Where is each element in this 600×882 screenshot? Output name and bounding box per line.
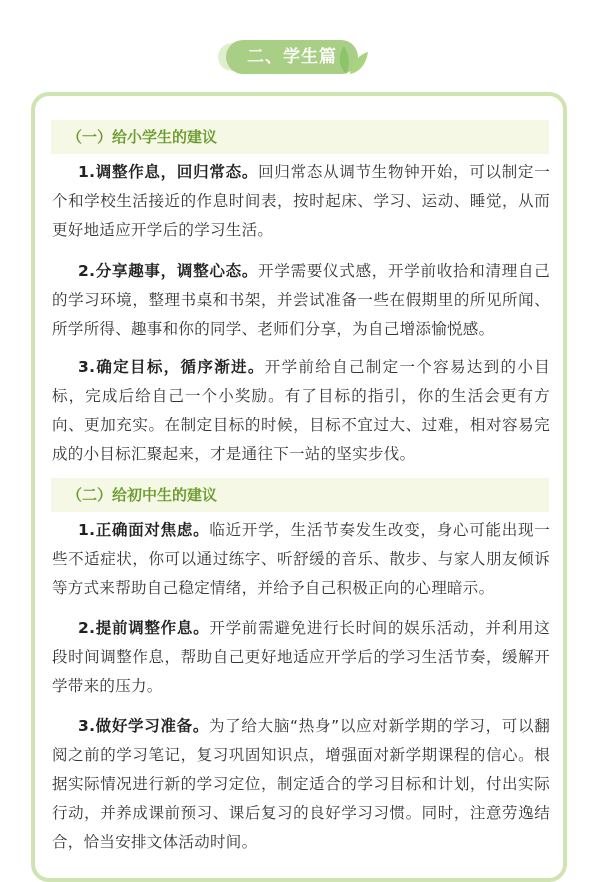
paragraph-primary-1 bbox=[52, 158, 550, 245]
paragraph-lead: 1.正确面对焦虑。 bbox=[78, 521, 210, 539]
paragraph-primary-2 bbox=[52, 257, 550, 344]
paragraph-primary-3 bbox=[52, 353, 550, 469]
paragraph-lead: 2.分享趣事，调整心态。 bbox=[78, 262, 259, 280]
paragraph-lead: 1.调整作息，回归常态。 bbox=[78, 163, 259, 181]
paragraph-lead: 3.确定目标，循序渐进。 bbox=[78, 358, 265, 376]
leaf-icon bbox=[332, 38, 372, 78]
section-heading-primary: （一）给小学生的建议 bbox=[51, 120, 549, 154]
paragraph-lead: 2.提前调整作息。 bbox=[78, 619, 210, 637]
paragraph-junior-3 bbox=[52, 712, 550, 857]
section-heading-junior: （二）给初中生的建议 bbox=[51, 478, 549, 512]
paragraph-lead: 3.做好学习准备。 bbox=[78, 717, 210, 735]
paragraph-junior-2 bbox=[52, 614, 550, 701]
paragraph-text: 开学前给自己制定一个容易达到的小目标，完成后给自己一个小奖励。有了目标的指引，你的生活会更有方向、更加充实。在制定目标的时候，目标不宜过大、过难，相对容易完成的小目标汇聚起来，才是通往下一站的坚实步伐。 bbox=[52, 358, 550, 463]
section-header bbox=[0, 36, 600, 76]
paragraph-text: 为了给大脑“热身”以应对新学期的学习，可以翻阅之前的学习笔记，复习巩固知识点，增强面对新学期课程的信心。根据实际情况进行新的学习定位，制定适合的学习目标和计划，付出实际行动，并养成课前预习、课后复习的良好学习习惯。同时，注意劳逸结合，恰当安排文体活动时间。 bbox=[52, 717, 551, 851]
paragraph-text: 临近开学，生活节奏发生改变，身心可能出现一些不适症状，你可以通过练字、听舒缓的音乐、散步、与家人朋友倾诉等方式来帮助自己稳定情绪，并给予自己积极正向的心理暗示。 bbox=[52, 521, 551, 597]
page-title: 二、学生篇 bbox=[226, 40, 358, 74]
paragraph-text: 开学需要仪式感，开学前收拾和清理自己的学习环境，整理书桌和书架，并尝试准备一些在假期里的所见所闻、所学所得、趣事和你的同学、老师们分享，为自己增添愉悦感。 bbox=[52, 262, 551, 338]
paragraph-junior-1 bbox=[52, 516, 550, 603]
paragraph-text: 回归常态从调节生物钟开始，可以制定一个和学校生活接近的作息时间表，按时起床、学习、运动、睡觉，从而更好地适应开学后的学习生活。 bbox=[52, 163, 551, 239]
paragraph-text: 开学前需避免进行长时间的娱乐活动，并利用这段时间调整作息，帮助自己更好地适应开学后的学习生活节奏，缓解开学带来的压力。 bbox=[52, 619, 551, 695]
